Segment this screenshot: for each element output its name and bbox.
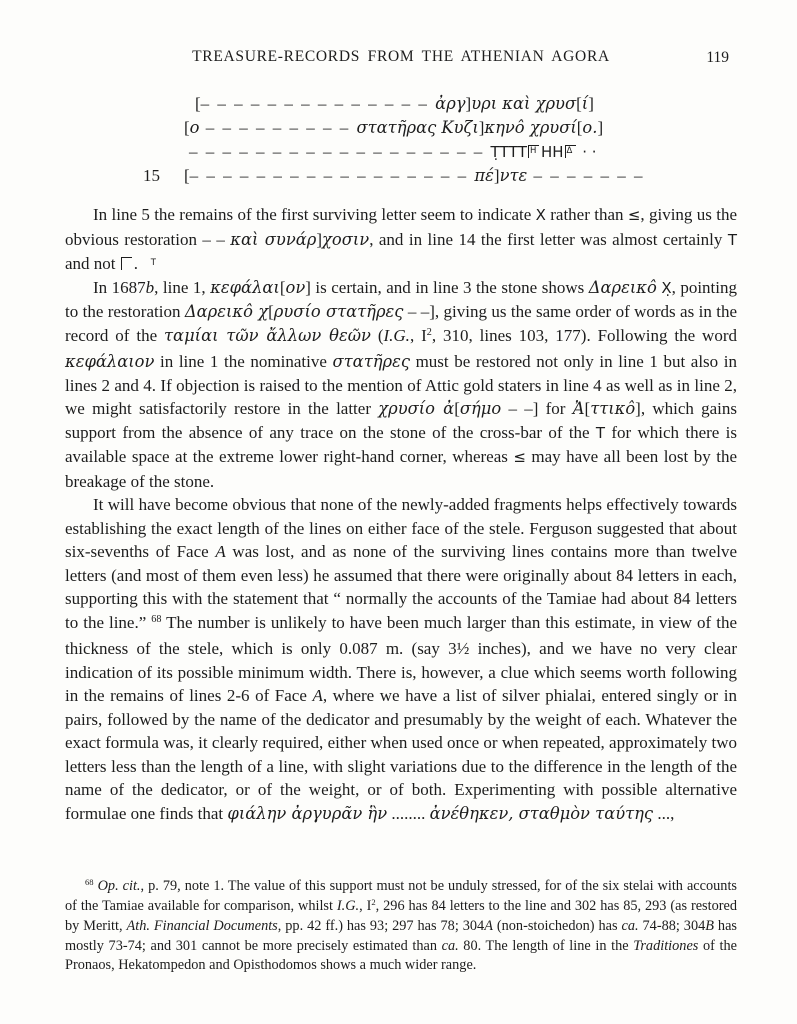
text-segment: of the Pronaos, Hekatompedon and Opisthodomos shows a much wider range. xyxy=(65,937,737,973)
page-content xyxy=(65,0,737,975)
text-segment: in line 1 the nominative xyxy=(154,352,333,371)
text-segment: ί xyxy=(581,94,589,113)
text-segment: for which there is available space at the extreme lower right-hand corner, whereas xyxy=(65,422,737,466)
text-segment: κεφάλαιον xyxy=(65,352,155,371)
text-segment: , p. 79, note 1. The value of this support must not be unduly stressed, for of the six stelai with accounts of the Tamiae available for comparison, whilst xyxy=(65,878,737,915)
text-segment: ], which gains support from the absence of any trace on the stone of the cross-bar of the xyxy=(65,399,738,442)
text-segment: – – – – – – – xyxy=(527,166,645,185)
acrophonic-numeral-glyph xyxy=(528,145,539,158)
text-segment: The number is unlikely to have been much larger than this estimate, in view of the thickness of the stele, which is only 0.087 m. (say 3½ inches), and we have no very clear indication of its possible minimum width. There is, however, a clue which seems worth following in the remains of lines 2-6 of Face xyxy=(65,612,737,705)
text-segment: σήμο xyxy=(459,399,502,418)
page-header xyxy=(65,48,737,70)
text-segment: , pp. 42 ff.) has 93; 297 has 78; 304 xyxy=(277,918,485,935)
text-segment: – –] for xyxy=(501,399,573,418)
text-segment: In 1687 xyxy=(93,277,146,297)
epigraph-line xyxy=(65,116,737,140)
text-segment: 74-88; 304 xyxy=(638,918,706,935)
text-segment: A xyxy=(484,918,493,935)
text-segment: – – – – – – – – – xyxy=(199,118,357,137)
text-segment: [ xyxy=(576,118,583,137)
text-segment: Χ xyxy=(535,206,546,224)
text-segment: In line 5 the remains of the first surviving letter seem to indicate xyxy=(93,205,536,224)
text-segment: , I xyxy=(359,898,372,915)
text-segment: ] xyxy=(465,94,472,113)
text-segment: , line 1, xyxy=(154,277,211,297)
text-segment: [ xyxy=(184,118,190,137)
text-segment: κηνô χρυσί xyxy=(484,118,577,137)
text-segment: καὶ συνάρ xyxy=(230,229,317,249)
text-segment: [ xyxy=(279,277,286,297)
text-segment: [ xyxy=(576,94,582,113)
text-segment: (non-stoichedon) has xyxy=(492,918,622,935)
text-segment: Χ̣ xyxy=(661,278,672,297)
epigraph-line xyxy=(65,164,737,188)
text-segment: Τ̣ΤΤΤ xyxy=(490,143,528,161)
epigraph-line-text xyxy=(184,166,645,185)
text-segment: , giving us the obvious restoration – – xyxy=(65,205,738,249)
text-segment: στατῆρας Κυζι xyxy=(356,118,479,137)
running-title: TREASURE-RECORDS FROM THE ATHENIAN AGORA xyxy=(192,48,610,65)
text-segment: has mostly 73-74; and 301 cannot be more precisely estimated than xyxy=(65,918,737,954)
text-segment: may have all been lost by the breakage of the stone. xyxy=(65,447,737,491)
text-segment: – –], giving us the same order of words as in the record of the xyxy=(65,302,737,345)
footnote xyxy=(65,877,737,975)
paragraph xyxy=(65,493,737,825)
text-segment: , where we have a list of silver phialai, entered singly or in pairs, followed by the name of the dedicator and presumably by the weight of each. Whatever the exact formula was, it clearly required, either when used once or when repeated, approximately two letters less than the length of a line, with slight variations due to the difference in the length of the name of the dedicator, or of the weight, or of both. Experimenting with possible alternative formulae one finds that xyxy=(65,686,737,823)
text-segment: [ xyxy=(184,166,190,185)
acrophonic-numeral-glyph xyxy=(565,145,576,158)
text-segment: It will have become obvious that none of the newly-added fragments helps effectively towards establishing the exact length of the lines on either face of the stele. Ferguson suggested that about six-sevenths of Face xyxy=(65,495,737,561)
acrophonic-inner-letter: Τ xyxy=(150,257,156,268)
text-segment: rather than xyxy=(545,205,628,224)
text-segment: κεφάλαι xyxy=(210,277,280,297)
text-segment: 68 xyxy=(85,877,94,888)
text-segment: , I xyxy=(409,325,427,345)
text-segment: ..., xyxy=(653,803,675,823)
text-segment: , pointing to the restoration xyxy=(65,277,737,321)
text-segment: ντε xyxy=(499,166,528,185)
page-number: 119 xyxy=(706,49,729,66)
text-segment: Ath. Financial Documents xyxy=(126,918,278,935)
epigraph-line xyxy=(65,140,737,164)
text-segment: ........ xyxy=(387,803,430,823)
text-segment: [ xyxy=(268,302,274,321)
text-segment: 2 xyxy=(371,897,376,908)
text-segment: χοσιν xyxy=(322,229,370,249)
text-segment: φιάλην ἀργυρᾶν ἣν xyxy=(227,803,388,823)
text-segment: ττικô xyxy=(590,399,636,418)
text-segment: and not xyxy=(65,254,120,273)
text-segment: ] xyxy=(316,229,323,249)
text-segment: ≤ xyxy=(513,448,526,466)
text-segment: must be restored not only in line 1 but also in lines 2 and 4. If objection is raised to the mention of Attic gold staters in line 4 as well as in line 2, we might satisfactorily restore in the latter xyxy=(65,352,738,418)
epigraph-line xyxy=(65,92,737,116)
text-segment: ] is certain, and in line 3 the stone shows xyxy=(305,277,589,297)
text-segment: [ xyxy=(454,399,460,418)
text-segment: ] xyxy=(493,166,500,185)
text-segment: Δαρεικô xyxy=(588,277,657,297)
text-segment: Δαρεικô χ xyxy=(184,302,269,321)
acrophonic-numeral-glyph xyxy=(121,257,156,270)
text-segment: ( xyxy=(370,325,384,345)
text-segment: was lost, and as none of the surviving lines contains more than twelve letters (and most of them even less) he assumed that there were originally about 84 letters in each, supporting this with the statement that “ normally the accounts of the Tamiae had about 84 letters to the line.” xyxy=(65,542,737,632)
text-segment: Τ xyxy=(727,230,737,249)
epigraph-block xyxy=(65,92,737,188)
text-segment: ον xyxy=(285,277,306,297)
text-segment: ταμίαι τῶν ἄλλων θεῶν xyxy=(164,325,371,345)
text-segment: A xyxy=(215,542,226,561)
text-segment: ca. xyxy=(621,918,639,935)
text-segment: ≤ xyxy=(627,206,641,224)
text-segment: b xyxy=(145,277,155,297)
text-segment: I.G. xyxy=(383,325,410,345)
text-segment: [ xyxy=(584,399,591,418)
text-segment: – – – – – – – – – – – – – – – – – – xyxy=(189,142,491,161)
text-segment: [ xyxy=(195,94,201,113)
text-segment: – – – – – – – – – – – – – – – – – xyxy=(189,166,475,185)
text-segment: υρι καὶ χρυσ xyxy=(471,94,577,113)
text-segment: ἀργ xyxy=(435,94,466,113)
text-segment: ] xyxy=(597,118,604,137)
text-segment: ρυσίο στατῆρες xyxy=(273,302,404,321)
text-segment: . xyxy=(133,254,139,273)
text-segment: B xyxy=(705,918,714,935)
text-segment: Op. cit. xyxy=(97,878,141,894)
text-segment: Traditiones xyxy=(633,937,699,954)
text-segment: ο. xyxy=(582,118,598,137)
text-segment: ἀνέθηκεν, σταθμὸν ταύτης xyxy=(429,803,654,823)
text-segment: ΗΗ xyxy=(541,143,564,161)
text-segment: I.G. xyxy=(336,898,360,915)
text-segment: A xyxy=(312,686,323,705)
text-segment: ca. xyxy=(441,937,459,954)
text-segment: στατῆρες xyxy=(332,352,410,371)
text-segment: , and in line 14 the first letter was almost certainly xyxy=(369,229,728,249)
text-segment: ] xyxy=(478,118,485,137)
text-segment: 68 xyxy=(151,613,162,625)
paragraph xyxy=(65,203,737,276)
text-segment: 2 xyxy=(426,326,432,338)
acrophonic-inner-letter: Η xyxy=(530,145,537,156)
text-segment: · · xyxy=(577,143,597,161)
text-segment: Ἀ xyxy=(572,399,585,418)
text-segment: , 296 has 84 letters to the line and 302 has 85, 293 (as restored by Meritt, xyxy=(65,898,737,935)
text-segment: 80. The length of line in the xyxy=(458,937,634,954)
text-segment: πέ xyxy=(474,166,494,185)
paragraph xyxy=(65,276,737,494)
text-segment: , 310, lines 103, 177). Following the word xyxy=(431,325,737,345)
epigraph-line-number: 15 xyxy=(143,166,160,185)
text-segment: ] xyxy=(588,94,594,113)
body-text xyxy=(65,203,737,825)
text-segment: Τ xyxy=(595,423,606,442)
text-segment: χρυσίο ἀ xyxy=(378,399,455,418)
acrophonic-inner-letter: Δ xyxy=(566,145,573,156)
text-segment: – – – – – – – – – – – – – – xyxy=(200,94,436,113)
text-segment: ο xyxy=(189,118,200,137)
